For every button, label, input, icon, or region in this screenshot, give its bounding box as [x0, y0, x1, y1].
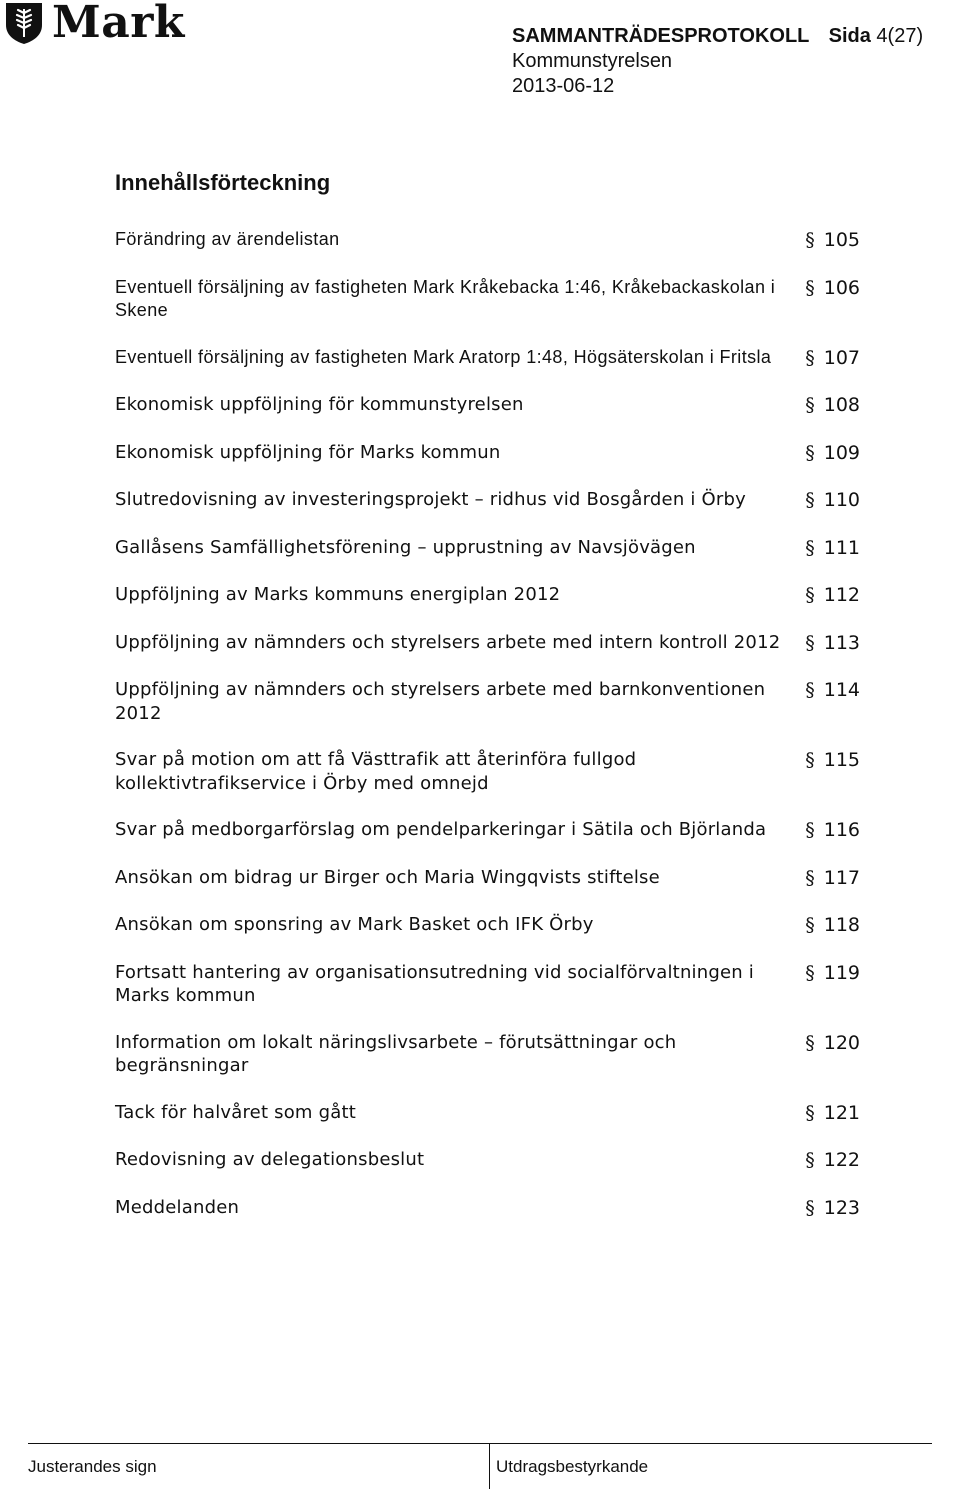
page-number: 4(27): [876, 25, 924, 47]
section-symbol: §: [805, 441, 815, 464]
section-symbol: §: [805, 536, 815, 559]
header-title-line: [512, 24, 923, 49]
toc-title: Innehållsförteckning: [115, 170, 331, 195]
toc-entry-text: Eventuell försäljning av fastigheten Mark Kråkebacka 1:46, Kråkebackaskolan i Skene: [115, 276, 776, 320]
toc-entry: [115, 393, 860, 418]
section-symbol: §: [805, 229, 815, 251]
toc-entry-paragraph: [805, 631, 860, 656]
toc-entry: [115, 866, 860, 891]
paragraph-number: 115: [823, 749, 860, 771]
section-symbol: §: [805, 394, 815, 416]
toc-entry: [115, 818, 860, 843]
section-symbol: §: [805, 346, 815, 369]
section-symbol: §: [805, 1031, 815, 1054]
toc-entry-text: Uppföljning av Marks kommuns energiplan 2012: [115, 584, 561, 605]
toc-entry-paragraph: [805, 441, 860, 466]
toc-entry-text: Information om lokalt näringslivsarbete – förutsättningar och begränsningar: [115, 1031, 677, 1076]
section-symbol: §: [805, 489, 815, 511]
paragraph-number: 113: [823, 631, 860, 654]
page-label: Sida: [828, 25, 871, 47]
toc-entry: [115, 748, 860, 795]
toc-entry-text: Fortsatt hantering av organisationsutredning vid socialförvaltningen i Marks kommun: [115, 961, 754, 1006]
paragraph-number: 111: [823, 536, 860, 559]
paragraph-number: 117: [823, 866, 860, 889]
toc-entry-paragraph: [805, 346, 860, 371]
municipality-logo: [4, 0, 185, 46]
toc-entry-text: Ansökan om bidrag ur Birger och Maria Wingqvists stiftelse: [115, 866, 660, 888]
document-header: [512, 24, 923, 99]
paragraph-number: 105: [823, 229, 860, 251]
toc-entry-paragraph: [805, 1031, 860, 1056]
toc-entry-paragraph: [805, 913, 860, 938]
footer-rule: [28, 1443, 932, 1444]
footer: [28, 1443, 932, 1489]
section-symbol: §: [805, 1196, 815, 1219]
paragraph-number: 110: [823, 489, 860, 511]
toc-entry-text: Eventuell försäljning av fastigheten Mark Aratorp 1:48, Högsäterskolan i Fritsla: [115, 346, 772, 367]
section-symbol: §: [805, 1101, 815, 1124]
paragraph-number: 120: [823, 1031, 860, 1054]
section-symbol: §: [805, 1149, 815, 1171]
paragraph-number: 122: [823, 1149, 860, 1171]
paragraph-number: 116: [823, 819, 860, 841]
toc-entry-text: Ekonomisk uppföljning för Marks kommun: [115, 441, 501, 463]
table-of-contents: [115, 228, 860, 1243]
section-symbol: §: [805, 819, 815, 841]
toc-entry-paragraph: [805, 1148, 860, 1173]
toc-entry-paragraph: [805, 536, 860, 561]
paragraph-number: 114: [823, 679, 860, 701]
paragraph-number: 121: [823, 1101, 860, 1124]
toc-entry-paragraph: [805, 488, 860, 513]
toc-entry-text: Ekonomisk uppföljning för kommunstyrelsen: [115, 394, 524, 415]
paragraph-number: 119: [823, 961, 860, 984]
toc-entry: [115, 488, 860, 513]
section-symbol: §: [805, 866, 815, 889]
toc-entry: [115, 961, 860, 1008]
footer-sign-label: Justerandes sign: [28, 1457, 157, 1476]
toc-entry-text: Tack för halvåret som gått: [115, 1101, 356, 1123]
logo-wordmark: Mark: [52, 0, 185, 48]
document-type: SAMMANTRÄDESPROTOKOLL: [512, 25, 810, 47]
toc-entry-paragraph: [805, 748, 860, 773]
section-symbol: §: [805, 961, 815, 984]
toc-entry-text: Uppföljning av nämnders och styrelsers arbete med intern kontroll 2012: [115, 631, 781, 653]
toc-entry-paragraph: [805, 393, 860, 418]
toc-entry-text: Förändring av ärendelistan: [115, 229, 340, 249]
toc-entry-paragraph: [805, 1101, 860, 1126]
section-symbol: §: [805, 914, 815, 936]
toc-entry-paragraph: [805, 678, 860, 703]
section-symbol: §: [805, 276, 815, 299]
toc-entry: [115, 228, 860, 253]
toc-entry: [115, 441, 860, 466]
section-symbol: §: [805, 631, 815, 654]
toc-entry-paragraph: [805, 583, 860, 608]
section-symbol: §: [805, 584, 815, 606]
paragraph-number: 109: [823, 441, 860, 464]
toc-entry: [115, 1031, 860, 1078]
toc-entry: [115, 536, 860, 561]
toc-entry-paragraph: [805, 866, 860, 891]
toc-entry-text: Svar på motion om att få Västtrafik att återinföra fullgod kollektivtrafikservice i Örby med omnejd: [115, 749, 637, 794]
meeting-date: 2013-06-12: [512, 75, 615, 97]
footer-cert-label: Utdragsbestyrkande: [496, 1457, 649, 1476]
toc-entry: [115, 583, 860, 608]
paragraph-number: 107: [823, 346, 860, 369]
toc-entry-text: Uppföljning av nämnders och styrelsers arbete med barnkonventionen 2012: [115, 679, 766, 724]
toc-entry: [115, 346, 860, 371]
toc-entry-text: Redovisning av delegationsbeslut: [115, 1149, 425, 1170]
toc-entry-paragraph: [805, 276, 860, 301]
paragraph-number: 106: [823, 276, 860, 299]
section-symbol: §: [805, 749, 815, 771]
toc-entry: [115, 1148, 860, 1173]
toc-entry-paragraph: [805, 228, 860, 253]
toc-entry: [115, 678, 860, 725]
toc-entry-paragraph: [805, 818, 860, 843]
toc-entry: [115, 1196, 860, 1221]
committee-name: Kommunstyrelsen: [512, 50, 673, 72]
coat-of-arms-icon: [4, 1, 44, 45]
section-symbol: §: [805, 679, 815, 701]
toc-entry-text: Slutredovisning av investeringsprojekt – ridhus vid Bosgården i Örby: [115, 489, 746, 510]
toc-entry-text: Svar på medborgarförslag om pendelparkeringar i Sätila och Björlanda: [115, 819, 767, 840]
paragraph-number: 123: [823, 1196, 860, 1219]
toc-entry-paragraph: [805, 1196, 860, 1221]
paragraph-number: 118: [823, 914, 860, 936]
toc-entry-text: Meddelanden: [115, 1196, 240, 1218]
toc-entry: [115, 631, 860, 656]
toc-entry-text: Gallåsens Samfällighetsförening – upprustning av Navsjövägen: [115, 536, 696, 558]
toc-entry-text: Ansökan om sponsring av Mark Basket och IFK Örby: [115, 914, 594, 935]
paragraph-number: 108: [823, 394, 860, 416]
paragraph-number: 112: [823, 584, 860, 606]
toc-entry-paragraph: [805, 961, 860, 986]
toc-entry: [115, 276, 860, 323]
toc-entry: [115, 1101, 860, 1126]
footer-divider: [489, 1443, 490, 1489]
toc-entry: [115, 913, 860, 938]
